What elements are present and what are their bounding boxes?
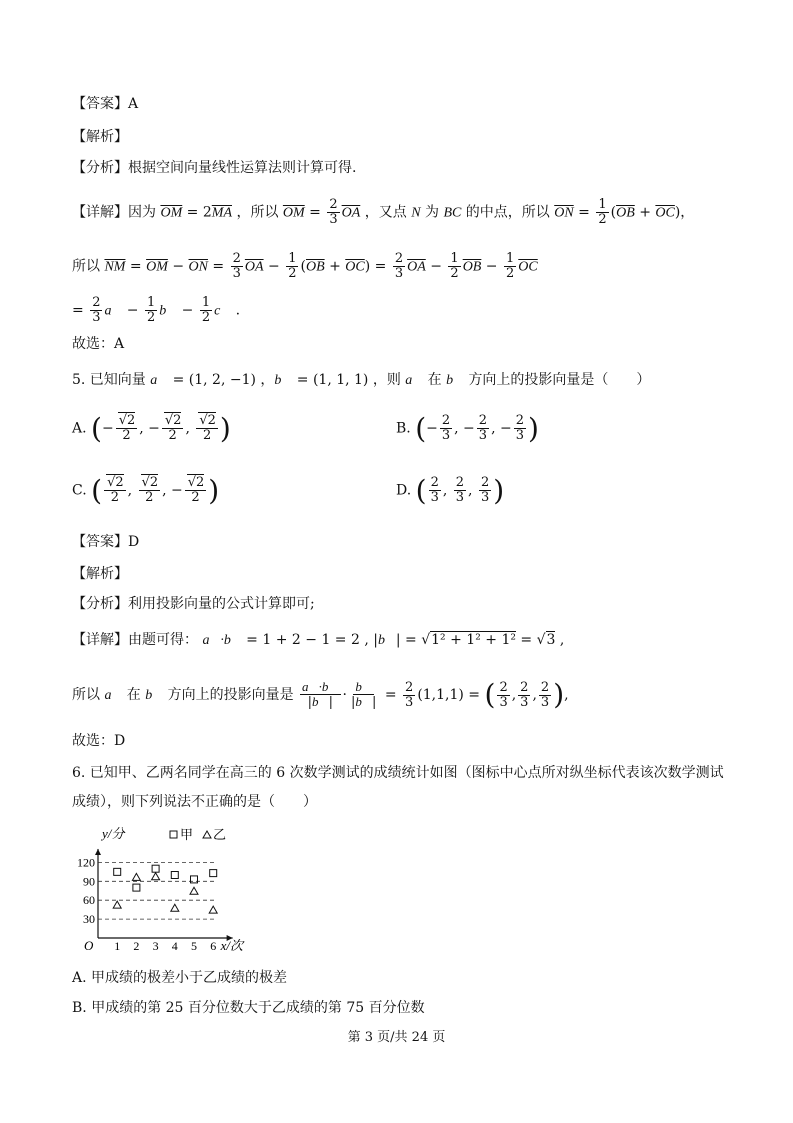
q4-answer: 【答案】A	[72, 96, 139, 112]
origin-label: O	[84, 938, 94, 953]
x-tick-label: 1	[114, 939, 121, 953]
point-yi-4	[171, 904, 179, 911]
x-tick-label: 3	[152, 939, 159, 953]
y-tick-label: 60	[83, 893, 95, 908]
q5-choose: 故选：D	[72, 733, 126, 749]
x-tick-label: 2	[133, 939, 140, 953]
point-jia-5	[191, 876, 198, 883]
x-tick-label: 4	[171, 939, 178, 953]
page-footer: 第 3 页/共 24 页	[347, 1030, 446, 1045]
q5-analysis: 【分析】利用投影向量的公式计算即可;	[72, 596, 315, 612]
q4-analysis: 【分析】根据空间向量线性运算法则计算可得.	[72, 160, 357, 176]
q6-stem-line2: 成绩），则下列说法不正确的是（ ）	[72, 794, 317, 810]
x-tick-label: 5	[191, 939, 197, 953]
point-yi-3	[152, 873, 160, 880]
legend-label-yi: 乙	[213, 827, 227, 842]
q4-analysis-title: 【解析】	[72, 129, 128, 145]
y-tick-label: 30	[83, 912, 95, 927]
point-yi-6	[209, 906, 217, 913]
q4-detail-mid4: 的中点，所以	[465, 204, 550, 221]
q4-choose: 故选：A	[72, 336, 125, 352]
point-yi-2	[132, 873, 140, 880]
q5-detail-prefix: 【详解】由题可得：	[72, 632, 198, 648]
q6-option-b[interactable]: B. 甲成绩的第 25 百分位数大于乙成绩的第 75 百分位数	[72, 1000, 425, 1016]
point-jia-2	[133, 884, 140, 891]
point-jia-1	[114, 868, 121, 875]
y-axis-label: y/分	[102, 826, 125, 841]
q5-projection-line: 所以 a⃗ 在 b⃗ 方向上的投影向量是 $\frac{a⃗\cdot b⃗}{|b⃗|}$ · $\frac{b⃗}{|b⃗|}$ = $\frac{2}{3}$ (1,1,1) = ( $\frac{2}{3}$ , $\frac{2}{3}$ , $\frac{2}{3}$ ),	[72, 678, 569, 711]
q4-detail-prefix: 【详解】因为	[72, 204, 156, 221]
q5-option-c-label: C.	[72, 482, 87, 499]
y-tick-label: 120	[77, 855, 95, 870]
q5-so-mid2: 方向上的投影向量是	[167, 687, 294, 703]
q4-detail-mid2: ，又点	[364, 204, 407, 221]
q5-option-a[interactable]: A. (− $\frac{√2}{2}$ , − $\frac{√2}{2}$ , $\frac{√2}{2}$ )	[72, 412, 231, 445]
q5-answer: 【答案】D	[72, 534, 140, 550]
q6-option-a[interactable]: A. 甲成绩的极差小于乙成绩的极差	[72, 970, 288, 986]
q4-result-line: = $\frac{2}{3}$ a⃗ − $\frac{1}{2}$ b⃗ − $\frac{1}{2}$ c⃗ .	[72, 295, 241, 325]
q5-option-b-label: B.	[396, 420, 411, 437]
q4-so-prefix: 所以	[72, 258, 100, 275]
point-yi-1	[113, 901, 121, 908]
q4-detail-mid3: 为	[424, 204, 439, 221]
q5-option-a-label: A.	[72, 420, 87, 437]
q4-nm-line: 所以 $\overline{NM} = \overline{OM} - \overline{ON}$ = $\frac{2}{3}$ $\overline{OA}$ − $\frac{1}{2}$ $(\overline{OB} + \overline{OC})$ = $\frac{2}{3}$ $\overline{OA}$ − $\frac{1}{2}$ $\overline{OB}$ − $\frac{1}{2}$ $\overline{OC}$	[72, 251, 538, 281]
point-jia-3	[152, 865, 159, 872]
q6-stem-line1: 6. 已知甲、乙两名同学在高三的 6 次数学测试的成绩统计如图（图标中心点所对纵坐标代表该次数学测试	[72, 765, 724, 781]
y-tick-label: 90	[83, 874, 95, 889]
q5-so-mid: 在	[126, 687, 141, 703]
point-yi-5	[190, 887, 198, 894]
q5-stem-mid2: 在	[427, 372, 442, 388]
legend-triangle-marker	[203, 831, 211, 838]
q4-detail-line: 【详解】因为 $\overline{OM} = 2\overline{MA}$ ，所以 $\overline{OM}$ = $\frac{2}{3}$ $\overline{OA}$ ，又点 N 为 BC 的中点，所以 $\overline{ON}$ = $\frac{1}{2}$ $(\overline{OB} + \overline{OC})$，	[72, 197, 695, 227]
q5-stem: 5. 已知向量 a⃗ = (1, 2, −1) ，b⃗ = (1, 1, 1) ，则 a⃗ 在 b⃗ 方向上的投影向量是（ ）	[72, 372, 651, 388]
q5-stem-prefix: 5. 已知向量	[72, 372, 146, 388]
math-frac: $\frac{2}{3}$	[329, 197, 338, 227]
q6-scatter-chart	[66, 824, 266, 954]
point-jia-6	[210, 870, 217, 877]
q5-option-b[interactable]: B. (− $\frac{2}{3}$ , − $\frac{2}{3}$ , − $\frac{2}{3}$ )	[396, 412, 539, 445]
point-jia-4	[171, 872, 178, 879]
legend-square-marker	[170, 831, 177, 838]
q5-detail-line: 【详解】由题可得： a⃗·b⃗ = 1 + 2 − 1 = 2 , |b⃗| = √1² + 1² + 1² = √3 ,	[72, 632, 565, 648]
x-axis-label: x/次	[220, 938, 244, 953]
legend-label-jia: 甲	[180, 827, 194, 842]
q5-analysis-title: 【解析】	[72, 566, 128, 582]
q5-option-d-label: D.	[396, 482, 412, 499]
y-axis-arrow	[95, 849, 101, 855]
q5-option-c[interactable]: C. ( $\frac{√2}{2}$ , $\frac{√2}{2}$ , − $\frac{√2}{2}$ )	[72, 474, 220, 507]
q5-so-prefix: 所以	[72, 687, 100, 703]
math-om: $\overline{OM}$	[160, 205, 183, 221]
q5-stem-mid: ，则	[372, 372, 401, 388]
x-tick-label: 6	[210, 939, 217, 953]
q5-stem-suffix: 方向上的投影向量是（ ）	[468, 372, 651, 388]
q5-option-d[interactable]: D. ( $\frac{2}{3}$ , $\frac{2}{3}$ , $\frac{2}{3}$ )	[396, 474, 505, 507]
q4-detail-mid1: ，所以	[236, 204, 279, 221]
